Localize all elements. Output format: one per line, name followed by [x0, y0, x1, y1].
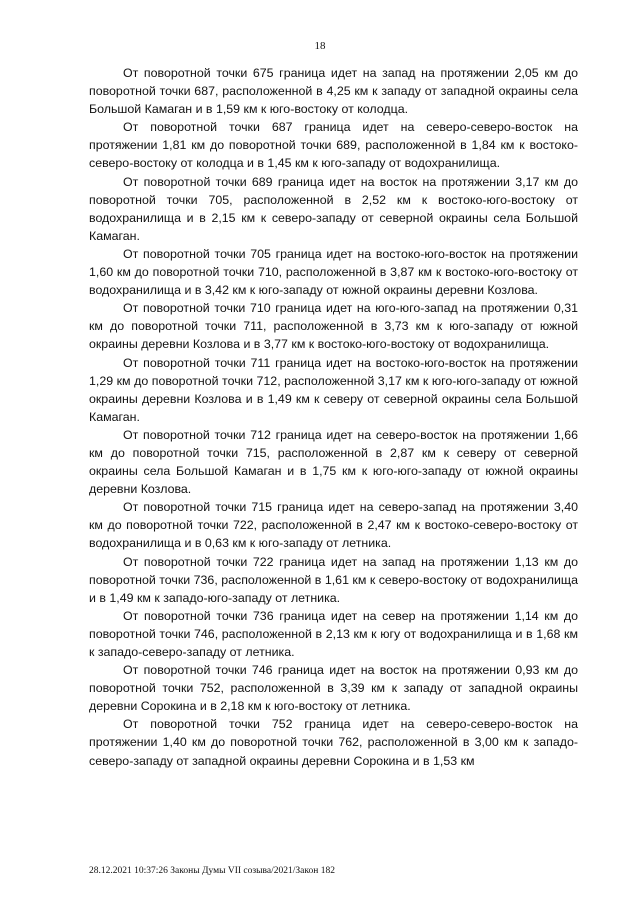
paragraph: От поворотной точки 715 граница идет на северо-запад на протяжении 3,40 км до поворотной точки 722, расположенной в 2,47 км к востоко-северо-востоку от водохранилища и в 0,63 км к юго-западу от летника.	[89, 500, 578, 551]
document-footer: 28.12.2021 10:37:26 Законы Думы VII созыва/2021/Закон 182	[89, 866, 335, 876]
paragraph: От поворотной точки 711 граница идет на востоко-юго-восток на протяжении 1,29 км до поворотной точки 712, расположенной 3,17 км к юго-юго-западу от южной окраины деревни Козлова и в 1,49 км к северу от северной окраины села Большой Камаган.	[89, 355, 578, 424]
paragraph: От поворотной точки 752 граница идет на северо-северо-восток на протяжении 1,40 км до поворотной точки 762, расположенной в 3,00 км к западо-северо-западу от западной окраины деревни Сорокина и в 1,53 км	[89, 717, 578, 768]
paragraph: От поворотной точки 705 граница идет на востоко-юго-восток на протяжении 1,60 км до поворотной точки 710, расположенной в 3,87 км к востоко-юго-востоку от водохранилища и в 3,42 км к юго-западу от южной окраины деревни Козлова.	[89, 246, 578, 298]
paragraph: От поворотной точки 712 граница идет на северо-восток на протяжении 1,66 км до поворотной точки 715, расположенной в 2,87 км к северу от северной окраины села Большой Камаган и в 1,75 км к юго-юго-западу от южной окраины деревни Козлова.	[89, 427, 578, 497]
paragraph: От поворотной точки 722 граница идет на запад на протяжении 1,13 км до поворотной точки 736, расположенной в 1,61 км к северо-востоку от водохранилища и в 1,49 км к западо-юго-западу от летника.	[89, 554, 578, 605]
paragraph: От поворотной точки 736 граница идет на север на протяжении 1,14 км до поворотной точки 746, расположенной в 2,13 км к югу от водохранилища и в 1,68 км к западо-северо-западу от летника.	[89, 608, 578, 659]
paragraph: От поворотной точки 689 граница идет на восток на протяжении 3,17 км до поворотной точки 705, расположенной в 2,52 км к востоко-юго-востоку от водохранилища и в 2,15 км к северо-западу от северной окраины села Большой Камаган.	[89, 174, 578, 243]
paragraph: От поворотной точки 687 граница идет на северо-северо-восток на протяжении 1,81 км до поворотной точки 689, расположенной в 1,84 км к востоко-северо-востоку от колодца и в 1,45 км к юго-западу от водохранилища.	[89, 120, 578, 171]
paragraph: От поворотной точки 710 граница идет на юго-юго-запад на протяжении 0,31 км до поворотной точки 711, расположенной в 3,73 км к юго-западу от южной окраины деревни Козлова и в 3,77 км к востоко-юго-востоку от водохранилища.	[89, 301, 578, 352]
page-number: 18	[314, 40, 326, 52]
body-text	[89, 64, 578, 770]
paragraph: От поворотной точки 746 граница идет на восток на протяжении 0,93 км до поворотной точки 752, расположенной в 3,39 км к западу от западной окраины деревни Сорокина и в 2,18 км к юго-востоку от летника.	[89, 663, 578, 714]
paragraph: От поворотной точки 675 граница идет на запад на протяжении 2,05 км до поворотной точки 687, расположенной в 4,25 км к западу от западной окраины села Большой Камаган и в 1,59 км к юго-востоку от колодца.	[89, 66, 578, 117]
